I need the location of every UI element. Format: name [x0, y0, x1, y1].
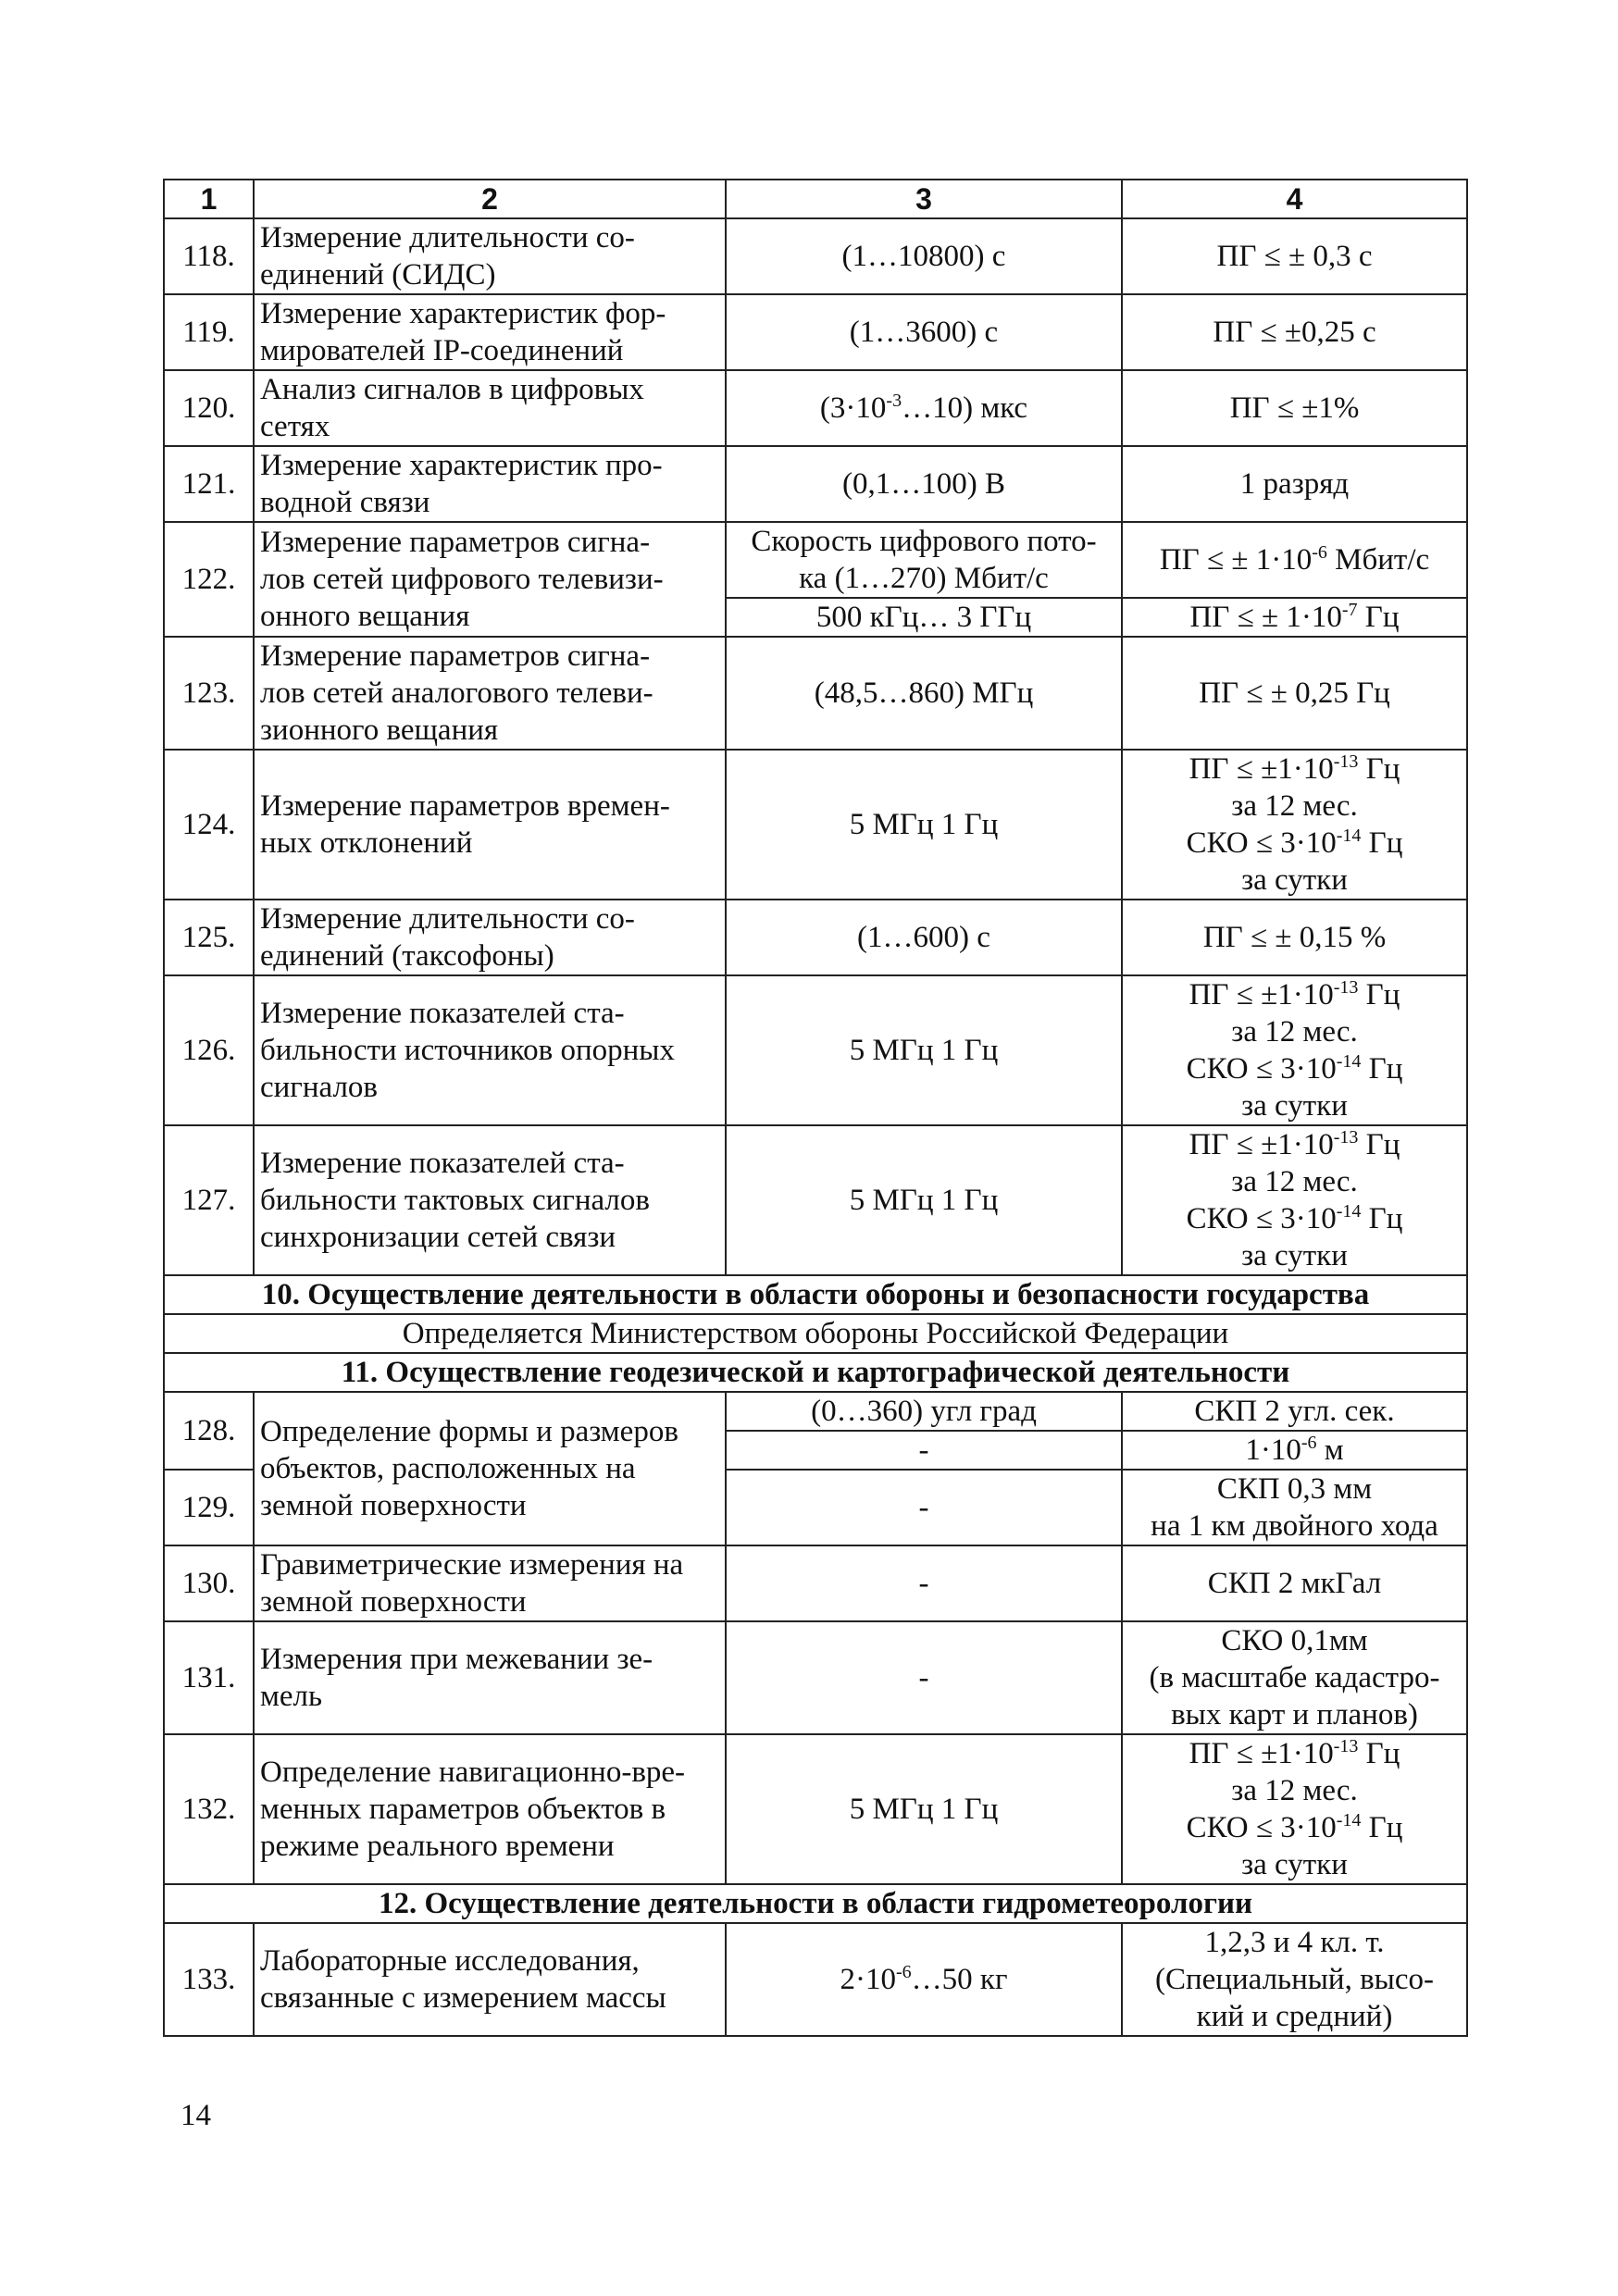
row-name: Измерение характеристик фор- мирователей IP-соединений: [254, 294, 726, 370]
table-row: [164, 750, 1467, 900]
header-col-4: 4: [1122, 180, 1467, 218]
table-body: [164, 218, 1467, 2036]
section-heading: 10. Осуществление деятельности в области обороны и безопасности государства: [164, 1275, 1467, 1314]
header-col-3: 3: [726, 180, 1122, 218]
row-accuracy: ПГ ≤ $\pm 1\cdot 10^{-13}$ Гц за 12 мес. СКО ≤ $3\cdot 10^{-14}$ Гц за сутки: [1122, 975, 1467, 1125]
table-row: [164, 1392, 1467, 1431]
header-col-1: 1: [164, 180, 254, 218]
row-name: Измерение характеристик про- водной связи: [254, 446, 726, 522]
row-range: (0…360) угл град: [726, 1392, 1122, 1431]
section-heading: 11. Осуществление геодезической и картографической деятельности: [164, 1353, 1467, 1392]
row-range: (1…600) с: [726, 900, 1122, 975]
table-row: [164, 1545, 1467, 1621]
table-header-row: [164, 180, 1467, 218]
row-number: 129.: [164, 1470, 254, 1545]
row-accuracy: ПГ ≤ ±0,25 с: [1122, 294, 1467, 370]
row-accuracy: СКО 0,1мм (в масштабе кадастро- вых карт и планов): [1122, 1621, 1467, 1734]
row-name: Определение формы и размеров объектов, расположенных на земной поверхности: [254, 1392, 726, 1545]
table-row: [164, 1621, 1467, 1734]
row-number: 122.: [164, 522, 254, 637]
row-accuracy: СКП 2 угл. сек.: [1122, 1392, 1467, 1431]
row-number: 125.: [164, 900, 254, 975]
row-name: Измерения при межевании зе- мель: [254, 1621, 726, 1734]
row-accuracy: ПГ ≤ ±1%: [1122, 370, 1467, 446]
row-name: Лабораторные исследования, связанные с измерением массы: [254, 1923, 726, 2036]
row-range: (48,5…860) МГц: [726, 637, 1122, 750]
row-range: $2\cdot 10^{-6}\dots 50$ кг: [726, 1923, 1122, 2036]
section-heading: 12. Осуществление деятельности в области гидрометеорологии: [164, 1884, 1467, 1923]
row-name: Измерение длительности со- единений (СИДС): [254, 218, 726, 294]
row-accuracy: 1 разряд: [1122, 446, 1467, 522]
row-name: Измерение показателей ста- бильности источников опорных сигналов: [254, 975, 726, 1125]
row-name: Измерение показателей ста- бильности тактовых сигналов синхронизации сетей связи: [254, 1125, 726, 1275]
row-number: 130.: [164, 1545, 254, 1621]
row-range: 5 МГц 1 Гц: [726, 1125, 1122, 1275]
section-note: Определяется Министерством обороны Российской Федерации: [164, 1314, 1467, 1353]
row-accuracy: ПГ ≤ ± 0,25 Гц: [1122, 637, 1467, 750]
table-row: [164, 900, 1467, 975]
section-row: [164, 1353, 1467, 1392]
row-range: 5 МГц 1 Гц: [726, 975, 1122, 1125]
header-col-2: 2: [254, 180, 726, 218]
table-row: [164, 446, 1467, 522]
measurements-table: [163, 179, 1468, 2037]
row-accuracy: СКП 0,3 мм на 1 км двойного хода: [1122, 1470, 1467, 1545]
row-number: 126.: [164, 975, 254, 1125]
row-range: (0,1…100) В: [726, 446, 1122, 522]
row-number: 131.: [164, 1621, 254, 1734]
row-name: Измерение параметров сигна- лов сетей аналогового телеви- зионного вещания: [254, 637, 726, 750]
table-row: [164, 370, 1467, 446]
row-range: 500 кГц… 3 ГГц: [726, 598, 1122, 637]
row-range: Скорость цифрового пото- ка (1…270) Мбит/с: [726, 522, 1122, 598]
row-range: (1…10800) с: [726, 218, 1122, 294]
row-name: Измерение параметров сигна- лов сетей цифрового телевизи- онного вещания: [254, 522, 726, 637]
row-accuracy: ПГ ≤ ± 0,15 %: [1122, 900, 1467, 975]
table-row: [164, 637, 1467, 750]
row-number: 123.: [164, 637, 254, 750]
row-number: 127.: [164, 1125, 254, 1275]
row-name: Измерение длительности со- единений (таксофоны): [254, 900, 726, 975]
row-name: Анализ сигналов в цифровых сетях: [254, 370, 726, 446]
row-accuracy: ПГ ≤ $\pm 1\cdot 10^{-13}$ Гц за 12 мес. СКО ≤ $3\cdot 10^{-14}$ Гц за сутки: [1122, 1734, 1467, 1884]
section-row: [164, 1275, 1467, 1314]
row-range: 5 МГц 1 Гц: [726, 750, 1122, 900]
row-range: $(3\cdot 10^{-3}\dots 10)$ мкс: [726, 370, 1122, 446]
row-number: 118.: [164, 218, 254, 294]
table-row: [164, 294, 1467, 370]
row-range: (1…3600) с: [726, 294, 1122, 370]
row-accuracy: ПГ ≤ ± $1\cdot 10^{-7}$ Гц: [1122, 598, 1467, 637]
row-name: Измерение параметров времен- ных отклонений: [254, 750, 726, 900]
row-accuracy: 1,2,3 и 4 кл. т. (Специальный, высо- кий и средний): [1122, 1923, 1467, 2036]
row-number: 128.: [164, 1392, 254, 1470]
table-row: [164, 1734, 1467, 1884]
row-name: Определение навигационно-вре- менных параметров объектов в режиме реального времени: [254, 1734, 726, 1884]
row-accuracy: СКП 2 мкГал: [1122, 1545, 1467, 1621]
row-number: 119.: [164, 294, 254, 370]
table-row: [164, 975, 1467, 1125]
row-number: 120.: [164, 370, 254, 446]
row-range: 5 МГц 1 Гц: [726, 1734, 1122, 1884]
row-number: 132.: [164, 1734, 254, 1884]
table-row: [164, 522, 1467, 598]
row-range: -: [726, 1545, 1122, 1621]
section-row: [164, 1884, 1467, 1923]
row-range: -: [726, 1621, 1122, 1734]
row-range: -: [726, 1431, 1122, 1470]
row-accuracy: ПГ ≤ $\pm 1\cdot 10^{-13}$ Гц за 12 мес. СКО ≤ $3\cdot 10^{-14}$ Гц за сутки: [1122, 750, 1467, 900]
row-number: 133.: [164, 1923, 254, 2036]
row-number: 121.: [164, 446, 254, 522]
row-number: 124.: [164, 750, 254, 900]
table-row: [164, 218, 1467, 294]
note-row: [164, 1314, 1467, 1353]
row-accuracy: ПГ ≤ $\pm 1\cdot 10^{-13}$ Гц за 12 мес. СКО ≤ $3\cdot 10^{-14}$ Гц за сутки: [1122, 1125, 1467, 1275]
row-accuracy: ПГ ≤ ± 0,3 с: [1122, 218, 1467, 294]
row-accuracy: ПГ ≤ ± $1\cdot 10^{-6}$ Мбит/с: [1122, 522, 1467, 598]
table-row: [164, 1125, 1467, 1275]
table-row: [164, 1923, 1467, 2036]
page-number: 14: [180, 2099, 211, 2132]
row-accuracy: $1\cdot 10^{-6}$ м: [1122, 1431, 1467, 1470]
row-name: Гравиметрические измерения на земной поверхности: [254, 1545, 726, 1621]
row-range: -: [726, 1470, 1122, 1545]
